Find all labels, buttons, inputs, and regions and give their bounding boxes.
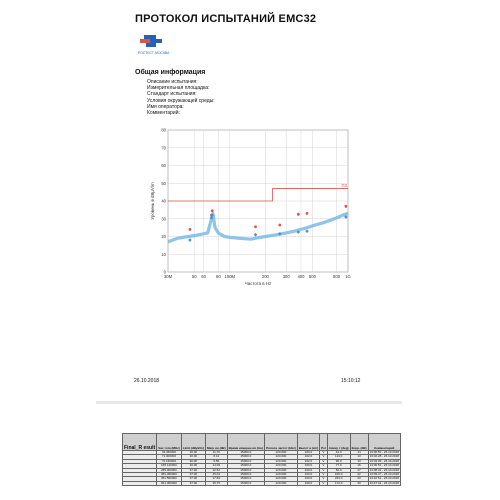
table-cell: 166.0 (327, 473, 350, 477)
peak-marker (297, 213, 300, 216)
table-header-cell: Pol (320, 434, 328, 451)
table-cell: 100.0 (297, 451, 319, 455)
table-cell (123, 481, 157, 485)
table-cell: 16 (350, 464, 368, 468)
table-cell: 8.12 (205, 455, 227, 459)
table-cell: 13:03:09 - 26.10.2018 (369, 458, 399, 463)
table-cell: 72.160000 (157, 459, 182, 463)
table-cell: 13 (350, 459, 368, 463)
table-cell: 17 (350, 468, 368, 472)
table-cell: 37.00 (181, 481, 205, 485)
table-cell: V (320, 455, 328, 459)
table-header-cell: Полоса частот (kHz) (265, 434, 298, 451)
section-title: Общая информация (135, 69, 206, 76)
table-cell: 113.0 (327, 455, 350, 459)
x-tick-label: 300 (282, 274, 290, 279)
footer-date: 26.10.2018 (134, 378, 160, 384)
table-cell: 13:10:51 - 26.10.2018 (369, 476, 399, 481)
table-header-cell: Final_R esult (123, 434, 157, 451)
table-cell: 120.000 (265, 477, 298, 481)
table-cell: V (320, 468, 328, 472)
table-cell: 100.0 (297, 473, 319, 477)
table-cell: 102.0 (297, 459, 319, 463)
x-tick-label: 1G (345, 274, 351, 279)
x-tick-label: 800 (333, 274, 341, 279)
table-cell: 100.0 (297, 477, 319, 481)
table-cell: 15000.0 (227, 473, 265, 477)
peak-marker (306, 212, 309, 215)
info-comment: Комментарий: (147, 110, 180, 117)
table-cell: 15000.0 (227, 455, 265, 459)
table-cell: 37.00 (181, 477, 205, 481)
table-cell: 30.00 (181, 459, 205, 463)
table-row (123, 481, 401, 485)
table-cell: 451.560000 (157, 477, 182, 481)
table-cell: 17.83 (205, 477, 227, 481)
y-tick-label: 20 (161, 234, 166, 239)
table-cell: 102.0 (297, 455, 319, 459)
table-cell: 120.000 (265, 451, 298, 455)
results-table (122, 433, 401, 486)
limit-line-label: ПЗ (341, 183, 347, 189)
table-cell: 30.00 (181, 455, 205, 459)
table-cell: 120.000 (265, 481, 298, 485)
info-test-standard: Стандарт испытания: (147, 91, 197, 98)
table-cell: 52.0 (327, 468, 350, 472)
y-tick-label: 0 (163, 269, 166, 275)
table-header-cell: Магр ин (dB) (205, 434, 227, 451)
x-axis-label: Частота в Hz (244, 281, 272, 286)
table-cell: V (320, 481, 328, 485)
table-cell: 44.0 (327, 451, 350, 455)
table-cell: 9.56 (205, 459, 227, 463)
table-cell: 43.360000 (157, 451, 182, 455)
x-tick-label: 100M (224, 274, 236, 279)
svg-text:РОСТЕСТ-МОСКВА: РОСТЕСТ-МОСКВА (138, 51, 170, 55)
x-tick-label: 200 (261, 274, 269, 279)
table-cell: 15000.0 (227, 451, 265, 455)
table-cell: 100.0 (297, 464, 319, 468)
table-cell: 13:47:42 - 26.10.2018 (369, 480, 399, 485)
table-cell: 14.09 (205, 464, 227, 468)
emission-chart (150, 126, 362, 286)
page-divider (96, 401, 402, 404)
table-cell: V (320, 459, 328, 463)
table-cell: 120.000 (265, 468, 298, 472)
table-cell: 15000.0 (227, 477, 265, 481)
table-header-cell: Время измерен ия (ms) (227, 434, 265, 451)
y-tick-label: 70 (161, 145, 166, 151)
table-cell: V (320, 451, 328, 455)
peak-marker (189, 228, 192, 231)
table-cell: 13:06:52 - 26.10.2018 (369, 463, 399, 468)
table-cell: 100.0 (297, 468, 319, 472)
table-cell: 961.360000 (157, 481, 182, 485)
info-operator: Имя оператора: (147, 103, 184, 110)
table-cell: V (320, 473, 328, 477)
table-cell: 71.000000 (157, 455, 182, 459)
table-cell: 30.00 (181, 464, 205, 468)
table-cell: 100.0 (297, 481, 319, 485)
table-cell: 30 (350, 481, 368, 485)
table-cell: 15.04 (205, 473, 227, 477)
table-header-cell: Limit (dBµV/m) (181, 434, 205, 451)
table-cell: 12.52 (205, 468, 227, 472)
table-cell: 120.000 (265, 459, 298, 463)
table-cell: 13:08:02 - 26.10.2018 (369, 467, 399, 472)
table-header-cell: Высот а (cm) (297, 434, 319, 451)
table-cell: 13:02:28 - 26.10.2018 (369, 454, 399, 459)
table-header-cell: Корр. (dB) (350, 434, 368, 451)
table-cell: 30.00 (181, 451, 205, 455)
x-tick-label: 80 (216, 274, 221, 279)
table-cell: 11.70 (205, 451, 227, 455)
table-cell: 14 (350, 451, 368, 455)
table-cell: 15000.0 (227, 459, 265, 463)
y-tick-label: 80 (161, 127, 166, 133)
y-tick-label: 30 (161, 216, 166, 222)
table-header-cell: Азиму т (deg) (327, 434, 350, 451)
table-header-cell: Комментарий (368, 434, 400, 451)
table-cell: 15000.0 (227, 464, 265, 468)
y-tick-label: 10 (161, 251, 166, 257)
table-cell: 265.000000 (157, 468, 182, 472)
table-header-row (123, 434, 401, 451)
info-environment: Условия окружающей среды: (147, 97, 215, 104)
table-header-cell: Час тота (MHz) (157, 434, 182, 451)
peak-marker (278, 224, 281, 227)
table-cell: 13:09:47 - 26.10.2018 (369, 472, 399, 477)
table-cell: 37.00 (181, 468, 205, 472)
table-cell: V (320, 477, 328, 481)
x-tick-label: 500 (308, 274, 316, 279)
x-tick-label: 30M (163, 274, 173, 279)
rostest-logo (136, 33, 174, 57)
y-axis-label: Уровень в dBµV/m (150, 182, 155, 220)
table-cell: 15000.0 (227, 481, 265, 485)
table-cell: 233.0 (327, 477, 350, 481)
general-info (147, 79, 215, 116)
table-cell: 23 (350, 477, 368, 481)
peak-marker (211, 209, 214, 212)
table-cell: 22 (350, 473, 368, 477)
info-test-site: Измерительная площадка: (147, 85, 210, 92)
table-cell: 120.000 (265, 473, 298, 477)
table-body (123, 451, 401, 486)
results-table-wrap (122, 433, 401, 486)
table-cell: V (320, 464, 328, 468)
x-tick-label: 400 (297, 274, 305, 279)
peak-marker (345, 205, 348, 208)
peak-marker (254, 225, 257, 228)
info-test-description: Описание испытания: (147, 79, 198, 85)
table-cell: 15000.0 (227, 468, 265, 472)
y-tick-label: 50 (161, 180, 166, 186)
table-cell: 15.75 (205, 481, 227, 485)
x-tick-label: 60 (201, 274, 206, 279)
table-cell: 37.00 (181, 473, 205, 477)
table-cell: 120.000 (265, 464, 298, 468)
x-tick-label: 50 (191, 274, 197, 279)
table-cell: 13:00:50 - 26.10.2018 (369, 450, 399, 454)
table-cell: 120.000 (265, 455, 298, 459)
table-cell: 13 (350, 455, 368, 459)
report-title: ПРОТОКОЛ ИСПЫТАНИЙ EMC32 (135, 13, 317, 25)
table-cell: 165.120000 (157, 464, 182, 468)
footer-time: 15:10:12 (341, 378, 361, 384)
table-cell: 96.0 (327, 459, 350, 463)
table-cell: 381.360000 (157, 473, 182, 477)
y-tick-label: 40 (161, 198, 166, 204)
table-cell: 172.0 (327, 481, 350, 485)
table-cell: 77.0 (327, 464, 350, 468)
y-tick-label: 60 (161, 163, 166, 168)
